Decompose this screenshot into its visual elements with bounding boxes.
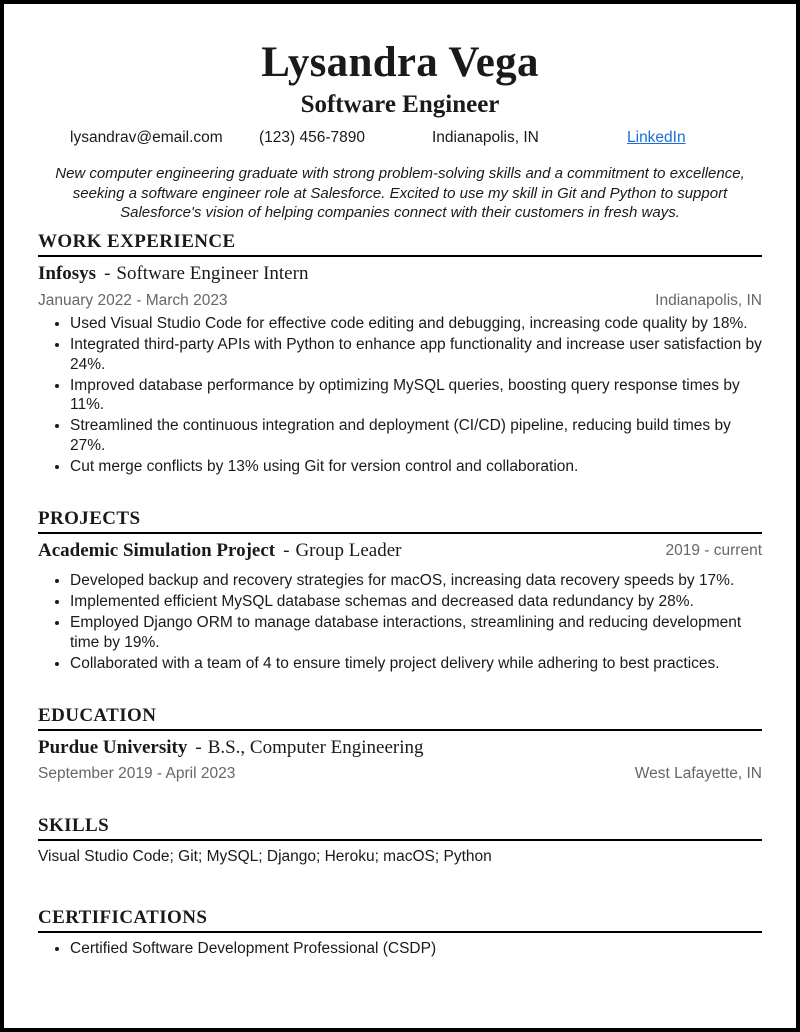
separator: - xyxy=(104,263,111,284)
work-entry-header xyxy=(38,262,762,286)
list-item: • Improved database performance by optimizing MySQL queries, boosting query response times by 11%. xyxy=(70,376,762,415)
contact-email[interactable]: lysandrav@email.com xyxy=(70,129,223,146)
company-name: Infosys xyxy=(38,263,97,284)
work-meta xyxy=(38,291,762,311)
school-name: Purdue University xyxy=(38,737,188,758)
project-dates: 2019 - current xyxy=(665,542,762,559)
section-heading-skills: SKILLS xyxy=(38,814,762,841)
education-entry-header xyxy=(38,736,762,760)
summary-text: New computer engineering graduate with strong problem-solving skills and a commitment to excellence, seeking a software engineer role at Salesforce. Excited to use my skill in Git and Python to support Salesforce's vision of helping companies connect with their customers in fresh ways. xyxy=(55,165,745,221)
work-location: Indianapolis, IN xyxy=(655,292,762,309)
certification-bullets xyxy=(38,939,762,960)
section-heading-projects: PROJECTS xyxy=(38,507,762,534)
work-dates: January 2022 - March 2023 xyxy=(38,292,228,309)
list-item: • Cut merge conflicts by 13% using Git for version control and collaboration. xyxy=(70,457,762,477)
list-item: • Certified Software Development Professional (CSDP) xyxy=(70,939,762,959)
section-heading-education: EDUCATION xyxy=(38,704,762,731)
contact-phone: (123) 456-7890 xyxy=(259,129,365,146)
contact-location: Indianapolis, IN xyxy=(432,129,539,146)
skills-list: Visual Studio Code; Git; MySQL; Django; Heroku; macOS; Python xyxy=(38,848,492,865)
work-bullets xyxy=(38,314,762,478)
degree: B.S., Computer Engineering xyxy=(207,737,424,758)
list-item: • Developed backup and recovery strategies for macOS, increasing data recovery speeds by 17%. xyxy=(70,571,762,591)
project-name: Academic Simulation Project xyxy=(38,540,276,561)
job-title: Software Engineer xyxy=(300,91,500,118)
education-dates: September 2019 - April 2023 xyxy=(38,765,236,782)
linkedin-link[interactable]: LinkedIn xyxy=(627,129,686,146)
list-item: • Implemented efficient MySQL database schemas and decreased data redundancy by 28%. xyxy=(70,592,762,612)
list-item: • Used Visual Studio Code for effective code editing and debugging, increasing code quality by 18%. xyxy=(70,314,762,334)
section-heading-work: WORK EXPERIENCE xyxy=(38,230,762,257)
list-item: • Collaborated with a team of 4 to ensure timely project delivery while adhering to best practices. xyxy=(70,654,762,674)
candidate-name: Lysandra Vega xyxy=(261,39,539,86)
section-heading-certifications: CERTIFICATIONS xyxy=(38,906,762,933)
list-item: • Employed Django ORM to manage database interactions, streamlining and reducing development time by 19%. xyxy=(70,613,762,652)
project-entry-header xyxy=(38,539,762,563)
list-item: • Integrated third-party APIs with Python to enhance app functionality and increase user satisfaction by 24%. xyxy=(70,335,762,374)
education-meta xyxy=(38,764,762,784)
project-bullets xyxy=(38,571,762,675)
list-item: • Streamlined the continuous integration and deployment (CI/CD) pipeline, reducing build times by 27%. xyxy=(70,416,762,455)
role-title: Software Engineer Intern xyxy=(116,263,309,284)
project-role: Group Leader xyxy=(295,540,402,561)
separator: - xyxy=(195,737,202,758)
education-location: West Lafayette, IN xyxy=(634,765,762,782)
separator: - xyxy=(283,540,290,561)
